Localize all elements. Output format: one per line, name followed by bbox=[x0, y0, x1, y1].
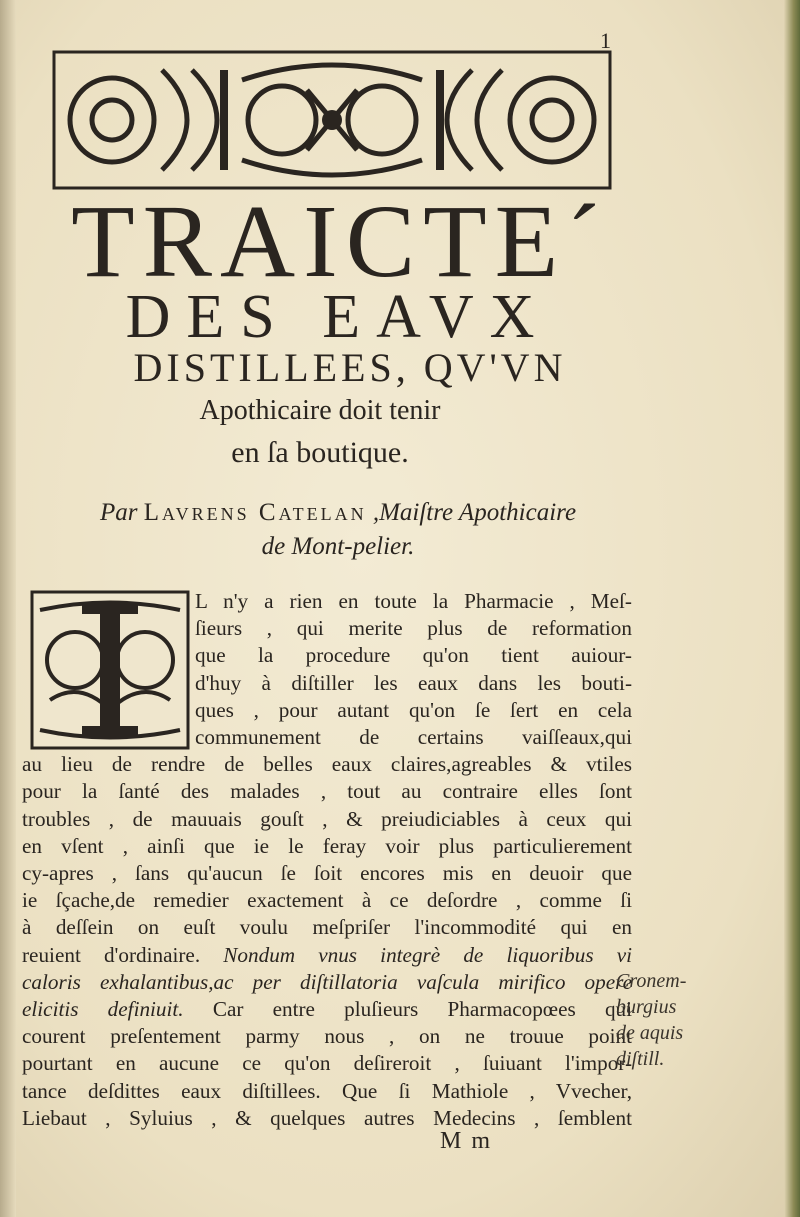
ornamental-headpiece bbox=[52, 50, 612, 190]
title-boutique: en ſa boutique. bbox=[231, 436, 409, 469]
margin-note-line: burgius bbox=[616, 996, 677, 1018]
page-edge bbox=[784, 0, 800, 1217]
title-des-eaux: DES EAVX bbox=[125, 283, 551, 351]
margin-note-line: de aquis bbox=[616, 1022, 684, 1044]
margin-note-line: diſtill. bbox=[616, 1048, 665, 1070]
body-line-mixed bbox=[22, 996, 632, 1023]
body-line-rest: Car entre pluſieurs Pharmacopœes qui bbox=[212, 997, 632, 1022]
body-line: cy-apres , ſans qu'aucun ſe ſoit encores mis en deuoir que bbox=[22, 861, 632, 886]
body-line: tance deſdittes eaux diſtillees. Que ſi Mathiole , Vvecher, bbox=[22, 1078, 632, 1103]
body-line: pour la ſanté des malades , tout au contraire elles ſont bbox=[22, 779, 632, 804]
body-text bbox=[22, 588, 632, 1132]
title-distillees: DISTILLEES, QV'VN bbox=[133, 345, 567, 390]
byline-role: ,Maiſtre Apothicaire bbox=[372, 499, 577, 526]
body-line: ſieurs , qui merite plus de reformation bbox=[195, 616, 632, 641]
latin-quote: Nondum vnus integrè de liquoribus vi bbox=[223, 942, 632, 967]
title-apothicaire: Apothicaire doit tenir bbox=[199, 395, 441, 426]
body-line: pourtant en aucune ce qu'on deſireroit , ſuiuant l'impor- bbox=[22, 1051, 632, 1076]
byline bbox=[28, 496, 648, 564]
margin-note bbox=[616, 968, 712, 1072]
body-line: L n'y a rien en toute la Pharmacie , Meſ- bbox=[195, 589, 632, 613]
body-line: à deſſein on euſt voulu meſpriſer l'incommodité qui en bbox=[22, 915, 632, 940]
body-line: en vſent , ainſi que ie le feray voir plus particulierement bbox=[22, 833, 632, 858]
latin-quote-line: caloris exhalantibus,ac per diſtillatoria vaſcula mirifico opere bbox=[22, 969, 632, 994]
body-line: que la procedure qu'on tient auiour- bbox=[195, 643, 632, 668]
body-line: courent preſentement parmy nous , on ne trouue point bbox=[22, 1024, 632, 1049]
signature-mark: M m bbox=[440, 1128, 493, 1154]
body-line: au lieu de rendre de belles eaux claires,agreables & vtiles bbox=[22, 752, 632, 777]
latin-quote-end: elicitis definiuit. bbox=[22, 997, 184, 1022]
body-line-end: reuient d'ordinaire. bbox=[22, 942, 201, 967]
body-line: troubles , de mauuais gouſt , & preiudiciables à ceux qui bbox=[22, 806, 632, 831]
byline-author: Lavrens Catelan bbox=[143, 499, 367, 526]
body-line: communement de certains vaiſſeaux,qui bbox=[195, 725, 632, 750]
body-line: ques , pour autant qu'on ſe ſert en cela bbox=[195, 697, 632, 722]
page-number: 1 bbox=[600, 28, 611, 53]
byline-place: de Mont-pelier. bbox=[261, 533, 415, 560]
byline-par: Par bbox=[99, 499, 138, 526]
body-line-latin-start bbox=[22, 942, 632, 969]
title-traicte: TRAICTE´ bbox=[71, 184, 609, 299]
body-line: Liebaut , Syluius , & quelques autres Medecins , ſemblent bbox=[22, 1105, 632, 1130]
body-line: d'huy à diſtiller les eaux dans les bouti- bbox=[195, 670, 632, 695]
binding-gutter bbox=[0, 0, 16, 1217]
margin-note-line: Cronem- bbox=[616, 970, 687, 992]
body-line: ie ſçache,de remedier exactement à ce deſordre , comme ſi bbox=[22, 888, 632, 913]
